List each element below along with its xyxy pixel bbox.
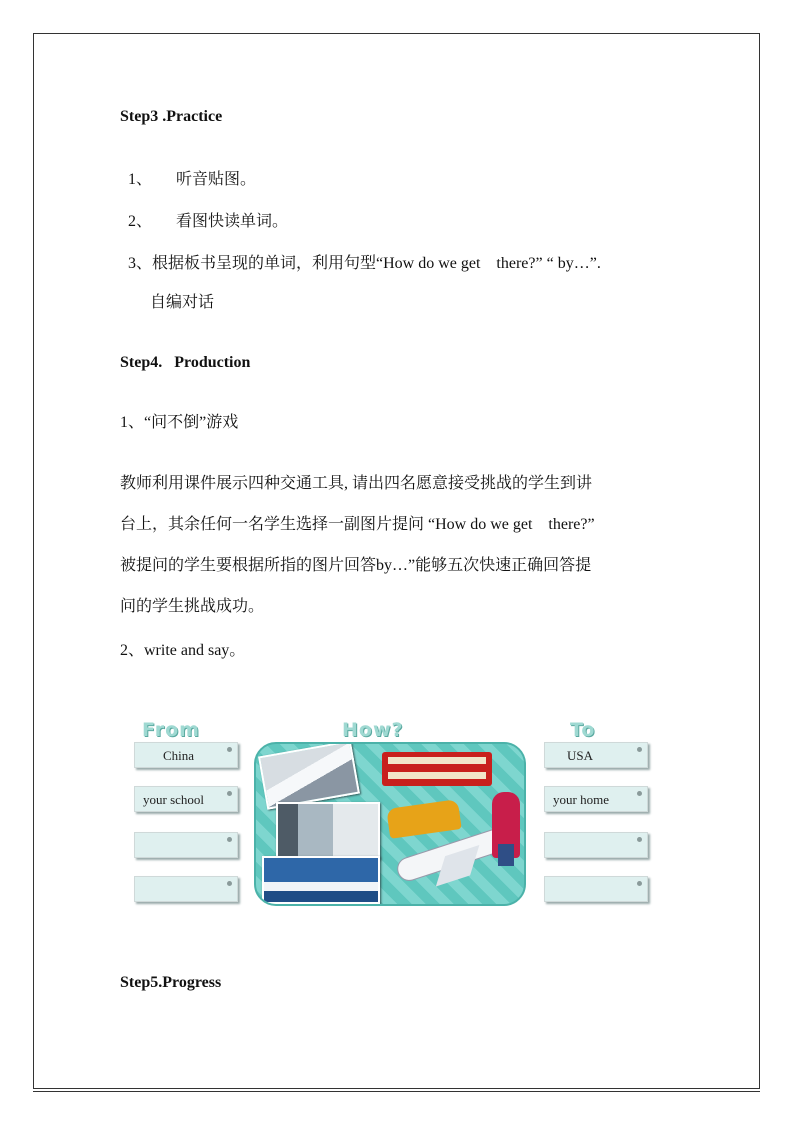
to-box-2: your home xyxy=(544,786,648,812)
ship-image xyxy=(262,856,380,904)
item-text: 根据板书呈现的单词，利用句型“How do we get there?” “ by…”. xyxy=(152,255,601,272)
step4-heading: Step4. Production xyxy=(120,354,251,371)
pin-icon xyxy=(637,791,642,796)
step3-item-2 xyxy=(120,192,288,232)
paragraph-line: 问的学生挑战成功。 xyxy=(120,598,265,615)
step3-heading: Step3 .Practice xyxy=(120,108,223,125)
from-box-3 xyxy=(134,832,238,858)
step3-item-3 xyxy=(120,234,601,274)
pin-icon xyxy=(637,837,642,842)
item-number: 1、 xyxy=(128,171,153,188)
from-box-1: China xyxy=(134,742,238,768)
subway-image xyxy=(276,802,380,860)
pin-icon xyxy=(637,747,642,752)
paragraph-line: 台上，其余任何一名学生选择一副图片提问 “How do we get there?” xyxy=(120,516,595,533)
page-border-footer-line xyxy=(33,1091,760,1092)
step4-item-1: 1、“问不倒”游戏 xyxy=(120,414,239,431)
from-box-2: your school xyxy=(134,786,238,812)
transport-picture-panel xyxy=(254,742,526,906)
pin-icon xyxy=(227,881,232,886)
item-number: 3、 xyxy=(128,255,153,272)
paragraph-line: 教师利用课件展示四种交通工具, 请出四名愿意接受挑战的学生到讲 xyxy=(120,475,593,492)
pin-icon xyxy=(637,881,642,886)
to-box-3 xyxy=(544,832,648,858)
item-text: 听音贴图。 xyxy=(176,171,257,188)
from-box-4 xyxy=(134,876,238,902)
from-header: From xyxy=(142,719,200,741)
item-text: 看图快读单词。 xyxy=(176,213,289,230)
step3-item-1 xyxy=(120,150,256,190)
to-header: To xyxy=(570,719,596,741)
item-number: 2、 xyxy=(128,213,153,230)
walking-girl-image xyxy=(492,792,520,858)
to-box-4 xyxy=(544,876,648,902)
step4-paragraph xyxy=(120,474,680,617)
step5-heading: Step5.Progress xyxy=(120,974,222,991)
pin-icon xyxy=(227,747,232,752)
paragraph-line: 被提问的学生要根据所指的图片回答by…”能够五次快速正确回答提 xyxy=(120,557,592,574)
step4-item-2: 2、write and say。 xyxy=(120,642,246,659)
to-box-1: USA xyxy=(544,742,648,768)
pin-icon xyxy=(227,791,232,796)
taxi-image xyxy=(386,799,461,839)
double-decker-bus-image xyxy=(382,752,492,786)
how-header: How? xyxy=(342,719,404,741)
step3-item-3-continuation: 自编对话 xyxy=(150,294,215,311)
pin-icon xyxy=(227,837,232,842)
high-speed-train-image xyxy=(258,742,360,810)
write-and-say-worksheet xyxy=(118,715,678,915)
